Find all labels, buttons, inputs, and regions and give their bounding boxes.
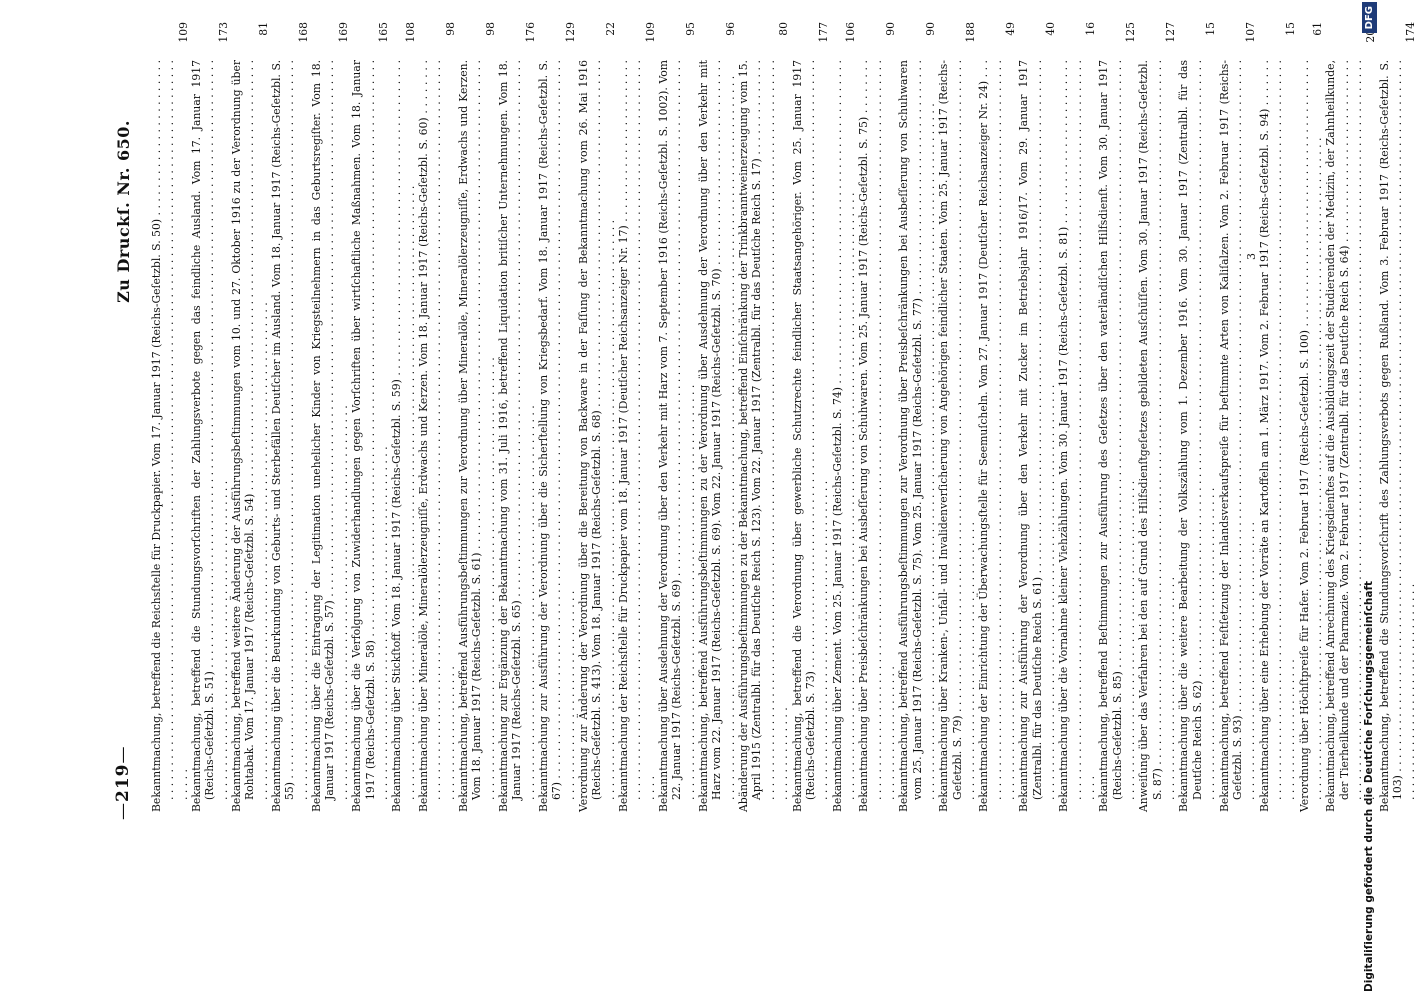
toc-entry: [1177, 22, 1217, 812]
entry-page-number: 125: [1124, 22, 1138, 43]
entry-text: Bekanntmachung über Stickſtoff. Vom 18. Januar 1917 (Reichs-Geſetzbl. S. 59) . . .: [390, 60, 417, 812]
toc-entry: [977, 22, 1017, 812]
entry-page-number: 96: [723, 22, 737, 36]
entry-text: Abänderung der Ausführungsbeſtimmungen zu der Bekanntmachung, betreffend Einſchränkung der Trinkbranntweinerzeugung vom 15. April 1915 (Zentralbl. für das Deutſche Reich S. 123). Vom 22. Januar 1917 (Zentralbl. für das Deutſche Reich S. 17) . . .: [737, 60, 790, 812]
toc-entry: [657, 22, 697, 812]
entry-text: Bekanntmachung über die Beurkundung von Geburts- und Sterbefällen Deutſcher im Ausland. Vom 18. Januar 1917 (Reichs-Geſetzbl. S. 55) . . .: [270, 60, 310, 812]
toc-entry: [417, 22, 457, 812]
toc-entry: [577, 22, 617, 812]
entry-text: Bekanntmachung, betreffend Ausführungsbeſtimmungen zur Verordnung über Mineralöle, Mineralölerzeugniſſe, Erdwachs und Kerzen. Vom 18. Januar 1917 (Reichs-Geſetzbl. S. 61) . . .: [457, 60, 497, 812]
entry-text: Bekanntmachung über eine Erhebung der Vorräte an Kartoffeln am 1. März 1917. Vom 2. Februar 1917 (Reichs-Geſetzbl. S. 94) . . .: [1258, 60, 1298, 812]
entry-text: Bekanntmachung, betreffend Feſtſetzung der Inlandsverkaufspreiſe für beſtimmte Arten von Kaliſalzen. Vom 2. Februar 1917 (Reichs-Geſetzbl. S. 93) . . .: [1218, 60, 1258, 812]
toc-entry: [310, 22, 350, 812]
entry-page-number: 98: [443, 22, 457, 36]
entry-page-number: 109: [176, 22, 190, 43]
entry-text: Bekanntmachung, betreffend die Reichsſtelle für Druckpapier. Vom 17. Januar 1917 (Reichs-Geſetzbl. S. 50) . . .: [150, 60, 190, 812]
entry-page-number: 109: [643, 22, 657, 43]
entry-text: Bekanntmachung der Einrichtung der Überwachungsſtelle für Seemuſcheln. Vom 27. Januar 1917 (Deutſcher Reichsanzeiger Nr. 24) . . .: [977, 60, 1017, 812]
entry-page-number: 165: [376, 22, 390, 43]
page-header: [112, 120, 134, 820]
toc-entry: [791, 22, 831, 812]
entry-page-number: 22: [603, 22, 617, 36]
entry-text: Bekanntmachung der Reichsſtelle für Druckpapier vom 18. Januar 1917 (Deutſcher Reichsanzeiger Nr. 17) . . .: [617, 60, 657, 812]
entry-page-number: 61: [1310, 22, 1324, 36]
entry-text: Bekanntmachung über Zement. Vom 25. Januar 1917 (Reichs-Geſetzbl. S. 74) . . .: [831, 60, 858, 812]
entry-text: Bekanntmachung, betreffend Anrechnung des Kriegsdienſtes auf die Ausbildungszeit der Studierenden der Medizin, der Zahnheilkunde, der Tierheilkunde und der Pharmazie. Vom 2. Februar 1917 (Zentralbl. für das Deutſche Reich S. 64) . . .: [1324, 60, 1377, 812]
toc-entry: [230, 22, 270, 812]
digitization-text: Digitaliſierung gefördert durch die Deutſche Forſchungsgemeinſchaft: [1363, 580, 1375, 992]
entry-text: Bekanntmachung über Kranken-, Unfall- und Invalidenverſicherung von Angehörigen feindlicher Staaten. Vom 25. Januar 1917 (Reichs-Geſetzbl. S. 79) . . .: [937, 60, 977, 812]
entry-text: Bekanntmachung über Ausdehnung der Verordnung über den Verkehr mit Harz vom 7. September 1916 (Reichs-Geſetzbl. S. 1002). Vom 22. Januar 1917 (Reichs-Geſetzbl. S. 69) . . .: [657, 60, 697, 812]
entry-page-number: 15: [1284, 22, 1298, 36]
toc-entry: [497, 22, 537, 812]
entry-page-number: 40: [1044, 22, 1058, 36]
entry-page-number: 174: [1404, 22, 1418, 43]
header-dash-left: —: [113, 802, 133, 820]
toc-entry: [1057, 22, 1097, 812]
entry-list: [150, 22, 1418, 812]
entry-page-number: 16: [1084, 22, 1098, 36]
toc-entry: [831, 22, 858, 812]
sheet-number: 3: [1245, 253, 1258, 260]
entry-text: Bekanntmachung zur Ausführung der Verordnung über den Verkehr mit Zucker im Betriebsjahr 1916/17. Vom 29. Januar 1917 (Zentralbl. für das Deutſche Reich S. 61) . . .: [1017, 60, 1057, 812]
toc-entry: [1378, 22, 1418, 812]
toc-entry: [270, 22, 310, 812]
entry-text: Bekanntmachung, betreffend die Stundungsvorſchrift des Zahlungsverbots gegen Rußland. Vom 3. Februar 1917 (Reichs-Geſetzbl. S. 103) . . .: [1378, 60, 1418, 812]
entry-page-number: 106: [843, 22, 857, 43]
entry-text: Bekanntmachung, betreffend die Stundungsvorſchriften der Zahlungsverbote gegen das feindliche Ausland. Vom 17. Januar 1917 (Reichs-Geſetzbl. S. 51) . . .: [190, 60, 230, 812]
entry-text: Anweiſung über das Verfahren bei den auf Grund des Hilfsdienſtgeſetzes gebildeten Ausſchüſſen. Vom 30. Januar 1917 (Reichs-Geſetzbl. S. 87) . . .: [1137, 60, 1177, 812]
entry-page-number: 15: [1204, 22, 1218, 36]
toc-entry: [1017, 22, 1057, 812]
entry-page-number: 169: [336, 22, 350, 43]
toc-entry: [537, 22, 577, 812]
entry-text: Verordnung über Höchſtpreiſe für Hafer. Vom 2. Februar 1917 (Reichs-Geſetzbl. S. 100) . . .: [1298, 60, 1325, 812]
page-number: 219: [113, 763, 133, 802]
entry-page-number: 90: [923, 22, 937, 36]
entry-text: Verordnung zur Änderung der Verordnung über die Bereitung von Backware in der Faſſung der Bekanntmachung vom 26. Mai 1916 (Reichs-Geſetzbl. S. 413). Vom 18. Januar 1917 (Reichs-Geſetzbl. S. 68) . . .: [577, 60, 617, 812]
toc-entry: [897, 22, 937, 812]
entry-page-number: 127: [1164, 22, 1178, 43]
entry-text: Bekanntmachung, betreffend Beſtimmungen zur Ausführung des Geſetzes über den vaterländiſchen Hilfsdienſt. Vom 30. Januar 1917 (Reichs-Geſetzbl. S. 85) . . .: [1097, 60, 1137, 812]
entry-text: Bekanntmachung, betreffend weitere Änderung der Ausführungsbeſtimmungen vom 10. und 27. Oktober 1916 zu der Verordnung über Rohtabak. Vom 17. Januar 1917 (Reichs-Geſetzbl. S. 54) . . .: [230, 60, 270, 812]
entry-page-number: 95: [683, 22, 697, 36]
entry-text: Bekanntmachung zur Ergänzung der Bekanntmachung vom 31. Juli 1916, betreffend Liquidation britiſcher Unternehmungen. Vom 18. Januar 1917 (Reichs-Geſetzbl. S. 65) . . .: [497, 60, 537, 812]
entry-text: Bekanntmachung, betreffend die Verordnung über gewerbliche Schutzrechte feindlicher Staatsangehöriger. Vom 25. Januar 1917 (Reichs-Geſetzbl. S. 73) . . .: [791, 60, 831, 812]
entry-page-number: 49: [1004, 22, 1017, 36]
dfg-logo: DFG: [1362, 2, 1377, 33]
entry-text: Bekanntmachung über die Eintragung der Legitimation unehelicher Kinder von Kriegsteilnehmern in das Geburtsregiſter. Vom 18. Januar 1917 (Reichs-Geſetzbl. S. 57) . . .: [310, 60, 350, 812]
toc-entry: [1218, 22, 1258, 812]
entry-page-number: 177: [817, 22, 831, 43]
entry-text: Bekanntmachung, betreffend Ausführungsbeſtimmungen zu der Verordnung über Ausdehnung der Verordnung über den Verkehr mit Harz vom 22. Januar 1917 (Reichs-Geſetzbl. S. 69). Vom 22. Januar 1917 (Reichs-Geſetzbl. S. 70) . . .: [697, 60, 737, 812]
document-title: Zu Druckſ. Nr. 650.: [113, 120, 133, 303]
toc-entry: [457, 22, 497, 812]
entry-text: Bekanntmachung über Mineralöle, Mineralölerzeugniſſe, Erdwachs und Kerzen. Vom 18. Januar 1917 (Reichs-Geſetzbl. S. 60) . . .: [417, 60, 457, 812]
toc-entry: [1097, 22, 1137, 812]
entry-page-number: 188: [963, 22, 977, 43]
toc-entry: [857, 22, 897, 812]
entry-text: Bekanntmachung über die weitere Bearbeitung der Volkszählung vom 1. Dezember 1916. Vom 30. Januar 1917 (Zentralbl. für das Deutſche Reich S. 62) . . .: [1177, 60, 1217, 812]
header-dash-right: —: [113, 745, 133, 764]
entry-page-number: 176: [523, 22, 537, 43]
entry-text: Bekanntmachung, betreffend Ausführungsbeſtimmungen zur Verordnung über Preisbeſchränkungen bei Ausbeſſerung von Schuhwaren vom 25. Januar 1917 (Reichs-Geſetzbl. S. 75). Vom 25. Januar 1917 (Reichs-Geſetzbl. S. 77) . . .: [897, 60, 937, 812]
toc-entry: [937, 22, 977, 812]
entry-page-number: 90: [883, 22, 897, 36]
entry-page-number: 80: [777, 22, 791, 36]
entry-page-number: 108: [403, 22, 417, 43]
toc-entry: [390, 22, 417, 812]
toc-entry: [697, 22, 737, 812]
toc-entry: [350, 22, 390, 812]
entry-page-number: 98: [483, 22, 497, 36]
toc-entry: [150, 22, 190, 812]
entry-page-number: 173: [216, 22, 230, 43]
toc-entry: [1137, 22, 1177, 812]
toc-entry: [737, 22, 790, 812]
toc-entry: [617, 22, 657, 812]
digitization-notice: [1358, 2, 1380, 992]
toc-entry: [1298, 22, 1325, 812]
entry-text: Bekanntmachung über die Vornahme kleiner Viehzählungen. Vom 30. Januar 1917 (Reichs-Geſetzbl. S. 81) . . .: [1057, 60, 1097, 812]
entry-text: Bekanntmachung über die Verfolgung von Zuwiderhandlungen gegen Vorſchriften über wirtſchaftliche Maßnahmen. Vom 18. Januar 1917 (Reichs-Geſetzbl. S. 58) . . .: [350, 60, 390, 812]
entry-page-number: 129: [563, 22, 577, 43]
toc-entry: [1258, 22, 1298, 812]
entry-text: Bekanntmachung über Preisbeſchränkungen bei Ausbeſſerung von Schuhwaren. Vom 25. Januar 1917 (Reichs-Geſetzbl. S. 75) . . .: [857, 60, 897, 812]
entry-text: Bekanntmachung zur Ausführung der Verordnung über die Sicherſtellung von Kriegsbedarf. Vom 18. Januar 1917 (Reichs-Geſetzbl. S. 67) . . .: [537, 60, 577, 812]
toc-entry: [190, 22, 230, 812]
entry-page-number: 168: [296, 22, 310, 43]
entry-page-number: 81: [256, 22, 270, 36]
entry-page-number: 107: [1244, 22, 1258, 43]
